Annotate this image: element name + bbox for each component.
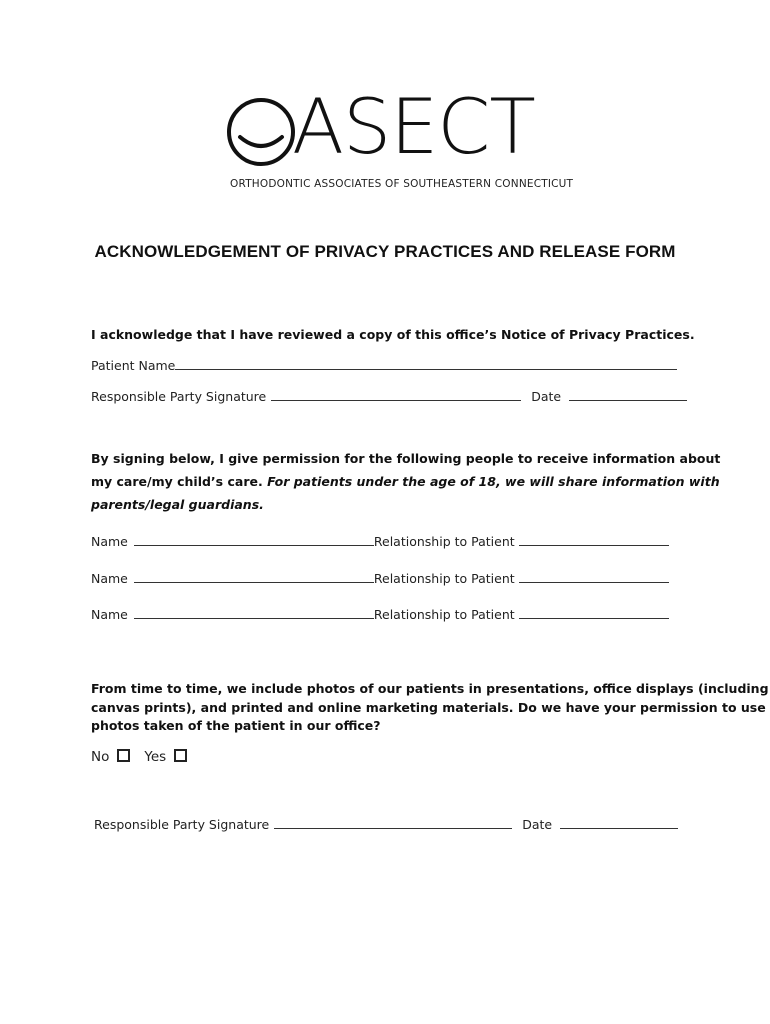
photos-line-3: photos taken of the patient in our office? bbox=[91, 718, 381, 733]
date-label: Date bbox=[522, 817, 553, 832]
photo-consent-options bbox=[91, 749, 201, 765]
name-label: Name bbox=[91, 607, 128, 622]
relationship-label: Relationship to Patient bbox=[373, 607, 515, 622]
patient-name-label: Patient Name bbox=[91, 358, 176, 373]
relationship-field[interactable] bbox=[519, 544, 669, 546]
yes-label: Yes bbox=[144, 749, 167, 765]
permission-row bbox=[91, 534, 669, 549]
name-field[interactable] bbox=[134, 581, 374, 583]
name-field[interactable] bbox=[134, 617, 374, 619]
date-label: Date bbox=[531, 389, 562, 404]
relationship-field[interactable] bbox=[519, 581, 669, 583]
no-label: No bbox=[91, 749, 110, 765]
logo-wordmark: ASECT bbox=[292, 82, 535, 171]
signature-label: Responsible Party Signature bbox=[94, 817, 270, 832]
permission-line-1: By signing below, I give permission for the following people to receive information about bbox=[91, 451, 721, 466]
form-title: ACKNOWLEDGEMENT OF PRIVACY PRACTICES AND RELEASE FORM bbox=[94, 242, 676, 261]
patient-name-field[interactable] bbox=[175, 368, 677, 370]
relationship-field[interactable] bbox=[519, 617, 669, 619]
yes-checkbox[interactable] bbox=[174, 749, 187, 762]
logo-tagline: ORTHODONTIC ASSOCIATES OF SOUTHEASTERN CONNECTICUT bbox=[230, 178, 574, 190]
acknowledgement-statement: I acknowledge that I have reviewed a copy of this office’s Notice of Privacy Practices. bbox=[91, 327, 695, 342]
acknowledgement-signature-row bbox=[91, 389, 687, 404]
permission-line-2-plain: my care/my child’s care. bbox=[91, 474, 268, 489]
signature-field[interactable] bbox=[271, 399, 521, 401]
signature-label: Responsible Party Signature bbox=[91, 389, 267, 404]
name-label: Name bbox=[91, 534, 128, 549]
permission-line-3-italic: parents/legal guardians. bbox=[91, 497, 264, 512]
permission-line-2 bbox=[91, 474, 720, 489]
patient-name-row bbox=[91, 358, 677, 373]
date-field[interactable] bbox=[560, 827, 678, 829]
photos-signature-row bbox=[94, 817, 678, 832]
relationship-label: Relationship to Patient bbox=[373, 534, 515, 549]
permission-row bbox=[91, 607, 669, 622]
name-field[interactable] bbox=[134, 544, 374, 546]
relationship-label: Relationship to Patient bbox=[373, 571, 515, 586]
photos-line-1: From time to time, we include photos of our patients in presentations, office displays (including bbox=[91, 681, 769, 696]
oasect-logo bbox=[226, 82, 574, 195]
smile-logo-icon bbox=[226, 97, 296, 167]
permission-line-2-italic: For patients under the age of 18, we will share information with bbox=[267, 474, 720, 489]
signature-field[interactable] bbox=[274, 827, 512, 829]
name-label: Name bbox=[91, 571, 128, 586]
permission-line-3 bbox=[91, 497, 264, 512]
no-checkbox[interactable] bbox=[117, 749, 130, 762]
date-field[interactable] bbox=[569, 399, 687, 401]
photos-line-2: canvas prints), and printed and online marketing materials. Do we have your permission to use bbox=[91, 700, 766, 715]
permission-row bbox=[91, 571, 669, 586]
